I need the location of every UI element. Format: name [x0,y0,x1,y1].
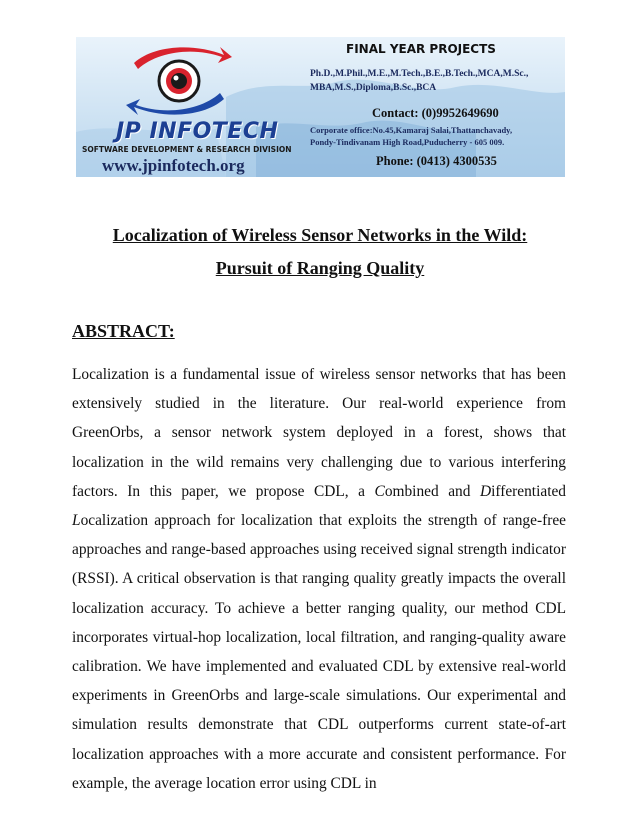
abstract-text: ifferentiated [491,482,566,500]
header-banner [76,37,565,177]
banner-info [308,37,565,177]
abstract-italic-letter: L [72,512,81,530]
banner-heading: FINAL YEAR PROJECTS [346,42,496,56]
abstract-text: ombined and [384,482,480,500]
courses-line: MBA,M.S.,Diploma,B.Sc.,BCA [310,83,437,93]
abstract-paragraph [72,360,566,798]
office-address [310,124,565,148]
address-line: Corporate office:No.45,Kamaraj Salai,Thattanchavady, [310,125,513,135]
document-title [70,219,570,285]
brand-division: SOFTWARE DEVELOPMENT & RESEARCH DIVISION [82,145,292,154]
contact-number: Contact: (0)9952649690 [372,106,499,120]
abstract-italic-letter: D [479,482,492,500]
title-line: Pursuit of Ranging Quality [215,258,425,278]
section-heading: ABSTRACT: [72,321,175,341]
abstract-text: Localization is a fundamental issue of wireless sensor networks that has been extensively studied in the literature. Our real-world experience from GreenOrbs, a sensor network system deployed in a forest, shows that localization in the wild remains very challenging due to various interfering factors. In this paper, we propose CDL, a [72,366,566,500]
jp-infotech-logo-icon [124,41,234,121]
abstract-italic-letter: C [374,482,385,500]
courses-line: Ph.D.,M.Phil.,M.E.,M.Tech.,B.E.,B.Tech.,MCA,M.Sc., [310,69,529,79]
abstract-text: ocalization approach for localization that exploits the strength of range-free approaches and range-based approaches using received signal strength indicator (RSSI). A critical observation is that ranging quality greatly impacts the overall localization accuracy. To achieve a better ranging quality, our method CDL incorporates virtual-hop localization, local filtration, and ranging-quality aware calibration. We have implemented and evaluated CDL by extensive real-world experiments in GreenOrbs and large-scale simulations. Our experimental and simulation results demonstrate that CDL outperforms current state-of-art localization approaches with a more accurate and consistent performance. For example, the average location error using CDL in [72,512,566,792]
address-line: Pondy-Tindivanam High Road,Puducherry - 605 009. [310,137,505,147]
website-link[interactable]: www.jpinfotech.org [102,156,245,175]
phone-number: Phone: (0413) 4300535 [376,154,497,168]
courses-list [310,67,565,95]
title-line: Localization of Wireless Sensor Networks in the Wild: [112,225,528,245]
brand-name: JP INFOTECH [116,119,279,144]
